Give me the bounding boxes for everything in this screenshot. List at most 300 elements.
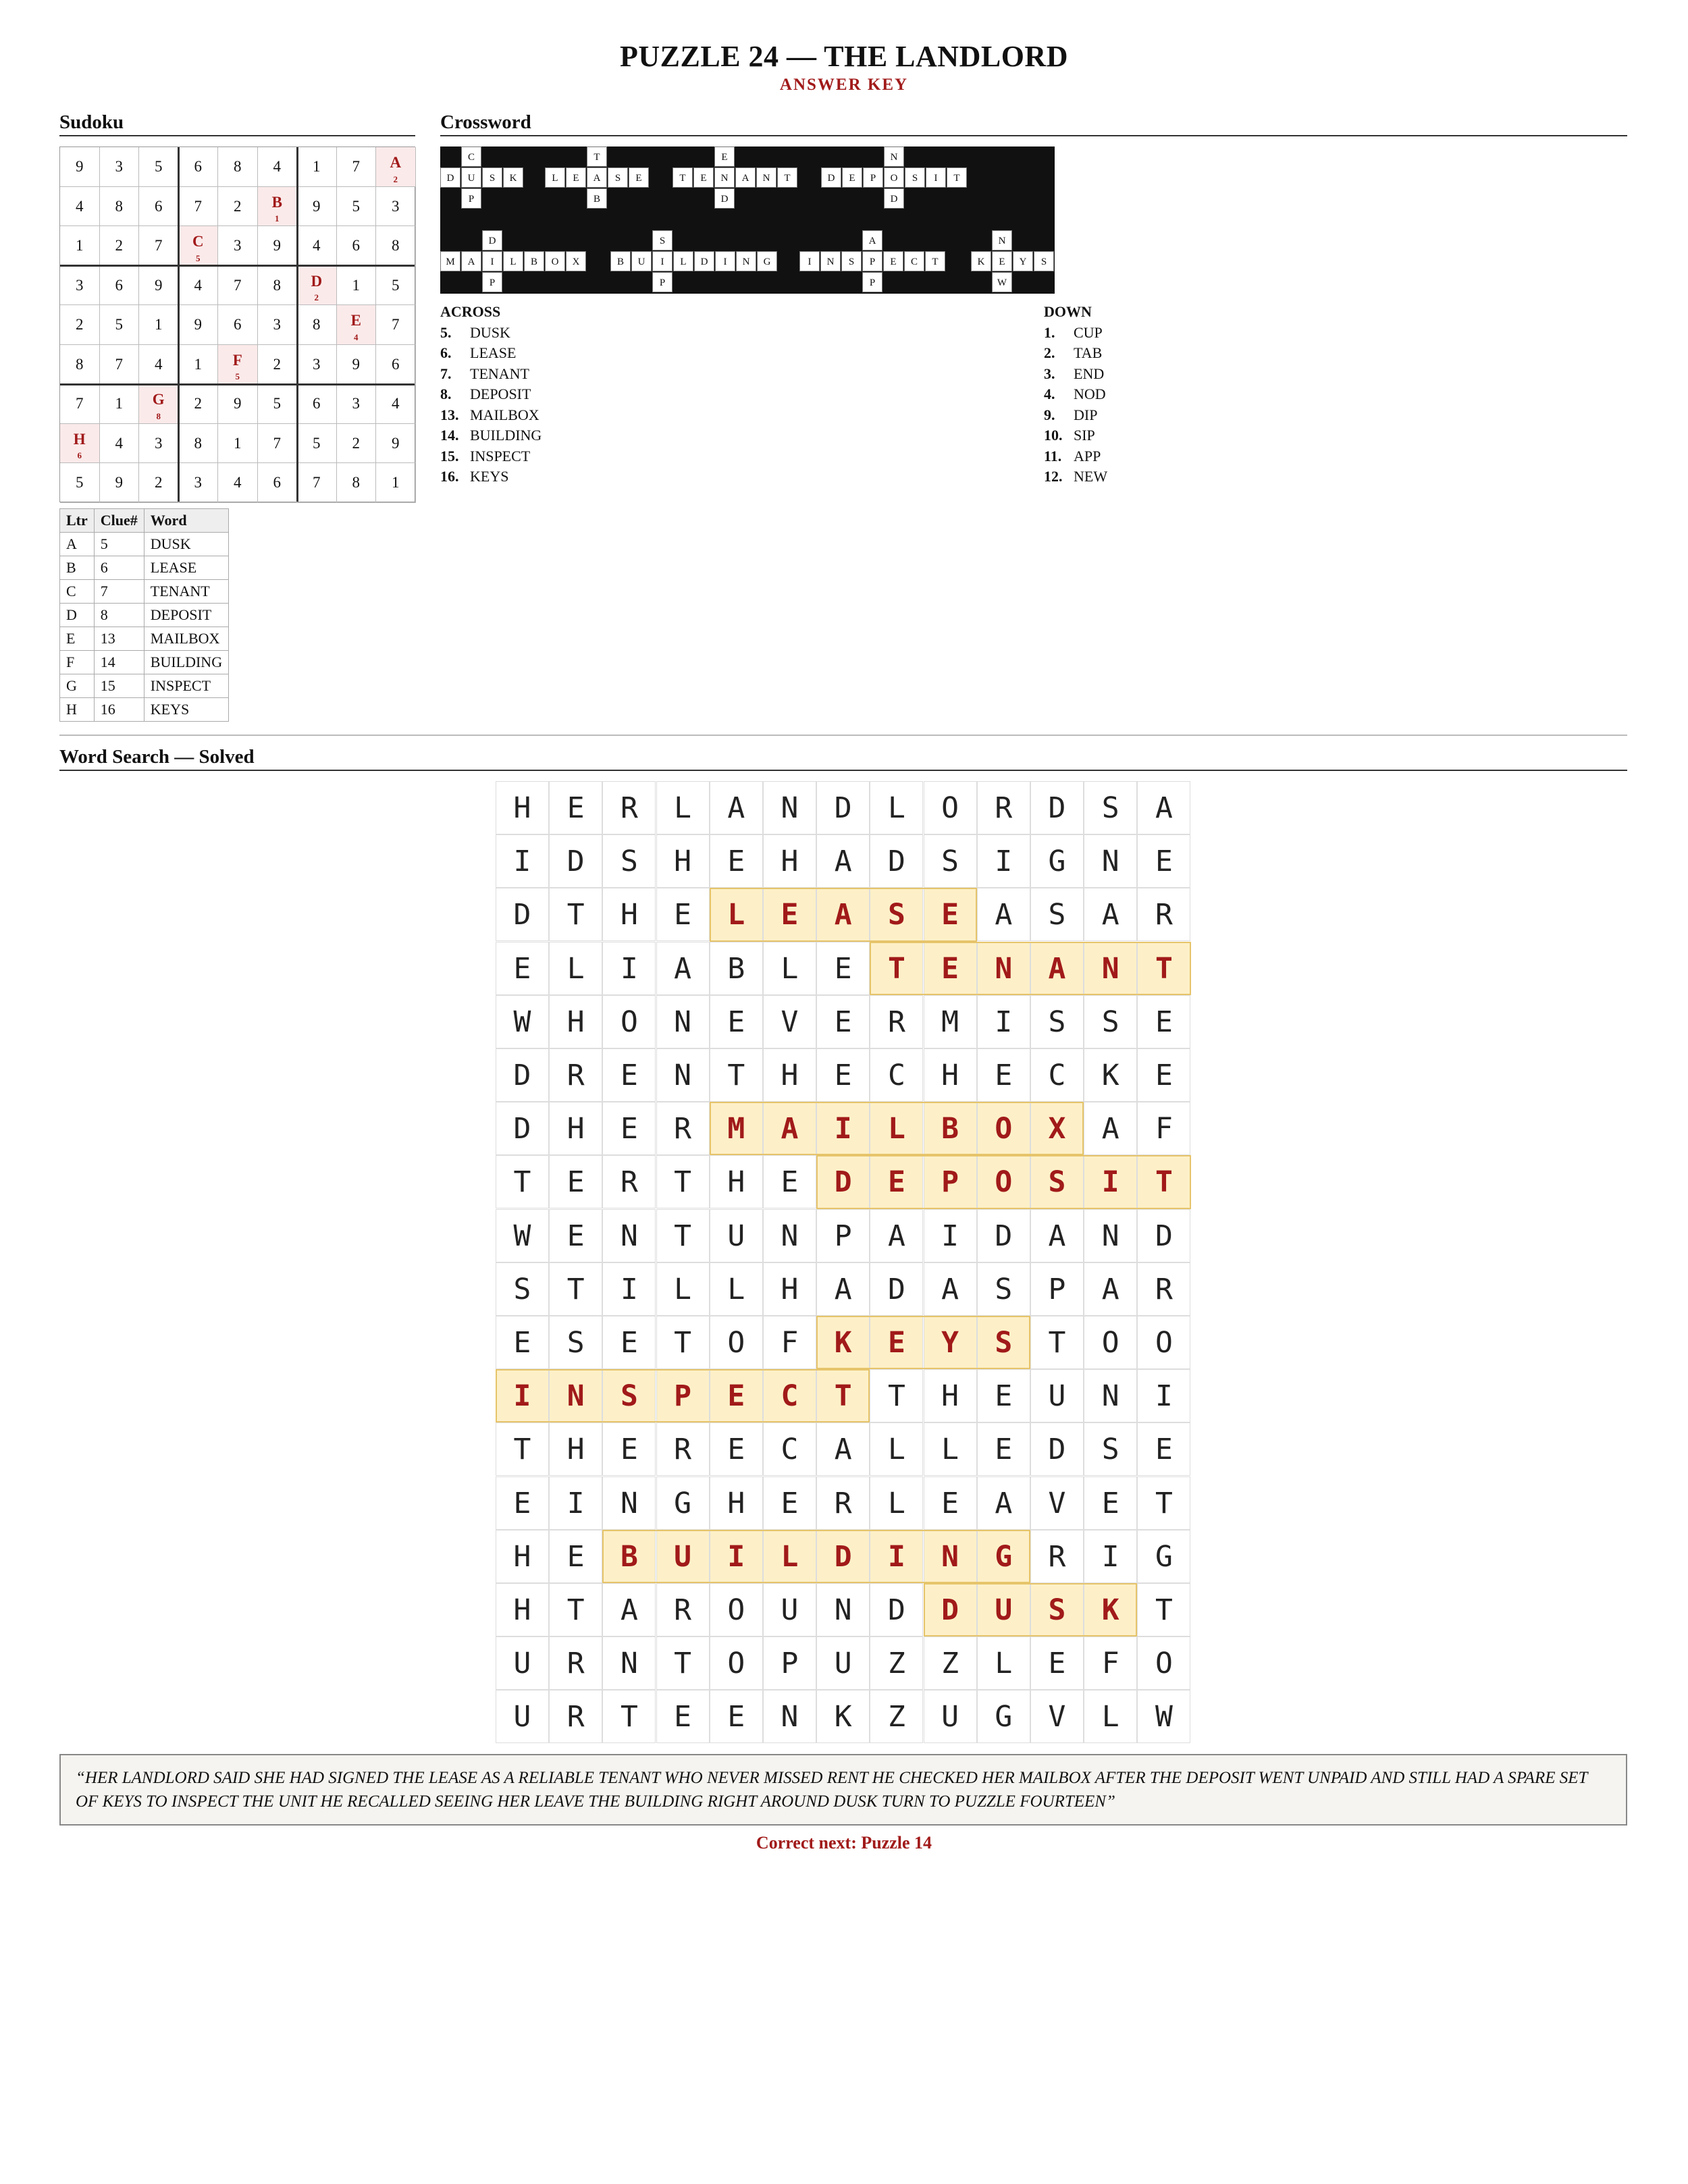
word-search-letter: E xyxy=(816,995,870,1048)
word-search-letter: R xyxy=(977,781,1030,834)
sudoku-cell: 5 xyxy=(337,187,377,227)
clue-number: 6. xyxy=(440,344,452,361)
key-table-cell: TENANT xyxy=(144,580,228,604)
sudoku-cell: 3 xyxy=(60,266,100,306)
sudoku-cell: 3 xyxy=(337,384,377,424)
word-search-letter: U xyxy=(816,1636,870,1690)
word-search-found-letter: U xyxy=(656,1530,710,1583)
crossword-cell: Y xyxy=(1013,251,1033,271)
word-search-found-letter: I xyxy=(870,1530,923,1583)
crossword-cell: P xyxy=(862,251,882,271)
word-search-letter: D xyxy=(496,888,549,941)
word-search-letter: L xyxy=(656,781,710,834)
word-search-found-letter: I xyxy=(1084,1155,1137,1208)
clue-number: 1. xyxy=(1044,323,1055,341)
crossword-cell: A xyxy=(735,167,756,188)
clue-number: 9. xyxy=(1044,406,1055,423)
crossword-cell: I xyxy=(652,251,672,271)
sudoku-given-digit: 5 xyxy=(235,371,240,381)
sudoku-cell: 2 xyxy=(337,424,377,464)
crossword-heading-text: Crossword xyxy=(440,111,531,133)
sudoku-cell: 5 xyxy=(376,266,416,306)
crossword-cell: L xyxy=(503,251,523,271)
word-search-letter: R xyxy=(816,1476,870,1530)
sudoku-cell: 3 xyxy=(218,226,258,266)
clue-answer: NOD xyxy=(1074,385,1106,402)
word-search-letter: E xyxy=(710,834,763,888)
sudoku-cell: 7 xyxy=(376,305,416,345)
word-search-letter: E xyxy=(1084,1476,1137,1530)
crossword-cell: B xyxy=(587,188,607,209)
word-search-letter: E xyxy=(763,1155,816,1208)
word-search-letter: T xyxy=(496,1422,549,1476)
sudoku-cell: 4 xyxy=(376,384,416,424)
crossword-cell: T xyxy=(672,167,693,188)
clue-answer: DUSK xyxy=(470,323,510,341)
key-table-cell: G xyxy=(60,674,95,698)
key-table-cell: 13 xyxy=(94,627,144,651)
sudoku-cell: 9 xyxy=(139,266,179,306)
crossword-cell: D xyxy=(440,167,460,188)
word-search-letter: O xyxy=(1137,1636,1190,1690)
clue-number: 2. xyxy=(1044,344,1055,361)
word-search-letter: T xyxy=(496,1155,549,1208)
word-search-found-letter: S xyxy=(977,1316,1030,1369)
clue-number: 10. xyxy=(1044,427,1063,444)
crossword-cell: X xyxy=(566,251,586,271)
key-table-cell: 15 xyxy=(94,674,144,698)
key-table-row xyxy=(60,533,229,556)
word-search-letter: O xyxy=(1137,1316,1190,1369)
crossword-cell: S xyxy=(608,167,628,188)
sudoku-given-digit: 5 xyxy=(196,252,201,263)
word-search-letter: E xyxy=(602,1048,656,1102)
sudoku-cell: 4 xyxy=(100,424,140,464)
word-search-found-letter: N xyxy=(549,1369,602,1422)
word-search-found-letter: I xyxy=(710,1530,763,1583)
word-search-letter: E xyxy=(496,1476,549,1530)
crossword-cell: O xyxy=(884,167,904,188)
crossword-cell: U xyxy=(631,251,652,271)
across-clue xyxy=(440,364,542,385)
key-table-header-cell: Clue# xyxy=(94,509,144,533)
word-search-letter: D xyxy=(1030,781,1084,834)
key-table-cell: KEYS xyxy=(144,698,228,722)
word-search-found-letter: Y xyxy=(924,1316,977,1369)
word-search-found-letter: D xyxy=(816,1155,870,1208)
word-search-letter: E xyxy=(710,1690,763,1743)
crossword-cell: N xyxy=(992,230,1012,250)
word-search-letter: F xyxy=(1084,1636,1137,1690)
key-table-cell: DEPOSIT xyxy=(144,604,228,627)
word-search-found-letter: S xyxy=(1030,1583,1084,1636)
key-table-cell: 6 xyxy=(94,556,144,580)
word-search-letter: E xyxy=(1137,995,1190,1048)
word-search-letter: I xyxy=(1137,1369,1190,1422)
sudoku-given-cell: H 6 xyxy=(60,424,100,464)
word-search-letter: U xyxy=(763,1583,816,1636)
sudoku-cell: 1 xyxy=(139,305,179,345)
key-table-cell: 8 xyxy=(94,604,144,627)
word-search-letter: P xyxy=(816,1209,870,1262)
word-search-found-letter: K xyxy=(816,1316,870,1369)
clue-answer: SIP xyxy=(1074,427,1095,444)
sudoku-cell: 8 xyxy=(100,187,140,227)
crossword-cell: N xyxy=(736,251,756,271)
word-search-letter: E xyxy=(602,1316,656,1369)
sudoku-heading-text: Sudoku xyxy=(59,111,124,133)
word-search-letter: L xyxy=(656,1262,710,1316)
word-search-letter: P xyxy=(1030,1262,1084,1316)
sudoku-cell: 9 xyxy=(100,463,140,503)
key-table-cell: E xyxy=(60,627,95,651)
crossword-cell: D xyxy=(694,251,714,271)
word-search-letter: T xyxy=(656,1209,710,1262)
word-search-letter: E xyxy=(977,1369,1030,1422)
down-clue xyxy=(1044,364,1107,385)
sudoku-cell: 2 xyxy=(218,187,258,227)
sudoku-given-digit: 1 xyxy=(275,213,280,223)
word-search-letter: R xyxy=(656,1422,710,1476)
across-clue xyxy=(440,425,542,446)
sudoku-cell: 9 xyxy=(297,187,337,227)
sudoku-cell: 8 xyxy=(218,147,258,187)
word-search-letter: E xyxy=(549,1155,602,1208)
sudoku-cell: 7 xyxy=(297,463,337,503)
word-search-letter: E xyxy=(977,1422,1030,1476)
word-search-letter: I xyxy=(977,995,1030,1048)
word-search-letter: R xyxy=(1030,1530,1084,1583)
clue-answer: NEW xyxy=(1074,468,1108,485)
word-search-letter: O xyxy=(710,1636,763,1690)
clue-answer: KEYS xyxy=(470,468,509,485)
sudoku-cell: 6 xyxy=(297,384,337,424)
word-search-letter: N xyxy=(602,1476,656,1530)
sudoku-cell: 8 xyxy=(297,305,337,345)
key-table-cell: A xyxy=(60,533,95,556)
word-search-letter: S xyxy=(602,834,656,888)
word-search-letter: E xyxy=(602,1102,656,1155)
crossword-cell: N xyxy=(756,167,776,188)
crossword-cell: N xyxy=(714,167,735,188)
word-search-found-letter: K xyxy=(1084,1583,1137,1636)
clue-number: 3. xyxy=(1044,365,1055,382)
word-search-letter: H xyxy=(496,1583,549,1636)
sudoku-cell: 5 xyxy=(297,424,337,464)
wordsearch-heading xyxy=(59,746,1627,771)
word-search-letter: N xyxy=(1084,1209,1137,1262)
word-search-found-letter: N xyxy=(924,1530,977,1583)
sudoku-given-cell: A 2 xyxy=(376,147,416,187)
crossword-cell: U xyxy=(461,167,481,188)
word-search-letter: U xyxy=(710,1209,763,1262)
sudoku-cell: 9 xyxy=(179,305,219,345)
crossword-cell: S xyxy=(841,251,862,271)
sudoku-cell: 9 xyxy=(218,384,258,424)
crossword-cell: D xyxy=(821,167,841,188)
word-search-letter: E xyxy=(1137,834,1190,888)
word-search-letter: L xyxy=(870,1422,923,1476)
word-search-letter: W xyxy=(1137,1690,1190,1743)
word-search-found-letter: P xyxy=(656,1369,710,1422)
sudoku-cell: 8 xyxy=(60,345,100,385)
word-search-letter: I xyxy=(496,834,549,888)
word-search-found-letter: E xyxy=(763,888,816,941)
word-search-letter: W xyxy=(496,995,549,1048)
key-table-cell: MAILBOX xyxy=(144,627,228,651)
crossword-cell: P xyxy=(862,272,882,292)
key-table-header xyxy=(60,509,229,533)
sudoku-cell: 9 xyxy=(376,424,416,464)
word-search-letter: E xyxy=(549,1209,602,1262)
word-search-letter: T xyxy=(549,1262,602,1316)
crossword-cell: A xyxy=(587,167,607,188)
key-table-cell: H xyxy=(60,698,95,722)
crossword-cell: E xyxy=(992,251,1012,271)
down-clue xyxy=(1044,467,1107,487)
word-search-found-letter: U xyxy=(977,1583,1030,1636)
sudoku-cell: 3 xyxy=(139,424,179,464)
crossword-cell: T xyxy=(587,147,607,167)
sudoku-given-cell: D 2 xyxy=(297,266,337,306)
word-search-letter: L xyxy=(1084,1690,1137,1743)
word-search-letter: G xyxy=(977,1690,1030,1743)
letter-key-table xyxy=(59,508,229,722)
word-search-found-letter: T xyxy=(1137,1155,1190,1208)
word-search-letter: T xyxy=(1137,1583,1190,1636)
key-table-cell: BUILDING xyxy=(144,651,228,674)
sudoku-given-cell: G 8 xyxy=(139,384,179,424)
word-search-letter: T xyxy=(656,1155,710,1208)
word-search-letter: E xyxy=(816,1048,870,1102)
crossword-cell: I xyxy=(715,251,735,271)
word-search-letter: A xyxy=(1137,781,1190,834)
word-search-letter: D xyxy=(1030,1422,1084,1476)
crossword-cell: K xyxy=(503,167,523,188)
sudoku-cell: 5 xyxy=(60,463,100,503)
word-search-letter: L xyxy=(870,781,923,834)
clue-answer: APP xyxy=(1074,447,1101,464)
crossword-cell: D xyxy=(714,188,735,209)
sudoku-given-digit: 8 xyxy=(156,410,161,421)
word-search-letter: E xyxy=(496,942,549,995)
crossword-cell: S xyxy=(482,167,502,188)
word-search-letter: E xyxy=(710,995,763,1048)
word-search-found-letter: P xyxy=(924,1155,977,1208)
clue-number: 4. xyxy=(1044,385,1055,402)
key-table-cell: 5 xyxy=(94,533,144,556)
word-search-letter: F xyxy=(1137,1102,1190,1155)
sudoku-cell: 1 xyxy=(100,384,140,424)
word-search-found-letter: E xyxy=(710,1369,763,1422)
crossword-cell: E xyxy=(693,167,714,188)
sudoku-given-cell: F 5 xyxy=(218,345,258,385)
word-search-letter: Z xyxy=(870,1636,923,1690)
key-table-row xyxy=(60,651,229,674)
word-search-letter: E xyxy=(1137,1048,1190,1102)
key-table-row xyxy=(60,556,229,580)
sudoku-cell: 9 xyxy=(258,226,298,266)
word-search-letter: A xyxy=(870,1209,923,1262)
key-table-cell: F xyxy=(60,651,95,674)
word-search-letter: N xyxy=(602,1636,656,1690)
crossword-cell: I xyxy=(482,251,502,271)
word-search-found-letter: S xyxy=(1030,1155,1084,1208)
sudoku-cell: 1 xyxy=(218,424,258,464)
word-search-letter: H xyxy=(710,1476,763,1530)
crossword-cell: B xyxy=(524,251,544,271)
word-search-letter: F xyxy=(763,1316,816,1369)
word-search-letter: N xyxy=(763,781,816,834)
word-search-letter: A xyxy=(656,942,710,995)
clue-number: 14. xyxy=(440,427,459,444)
word-search-found-letter: I xyxy=(816,1102,870,1155)
down-list xyxy=(1044,323,1107,487)
word-search-letter: P xyxy=(763,1636,816,1690)
crossword-cell: P xyxy=(863,167,883,188)
across-clue xyxy=(440,384,542,405)
sudoku-cell: 4 xyxy=(139,345,179,385)
word-search-letter: R xyxy=(656,1583,710,1636)
wordsearch-heading-text: Word Search — Solved xyxy=(59,746,255,768)
word-search-letter: T xyxy=(602,1690,656,1743)
sudoku-cell: 2 xyxy=(60,305,100,345)
word-search-letter: L xyxy=(710,1262,763,1316)
sudoku-cell: 1 xyxy=(297,147,337,187)
key-table-row xyxy=(60,698,229,722)
word-search-letter: A xyxy=(602,1583,656,1636)
word-search-letter: I xyxy=(602,942,656,995)
crossword-cell: T xyxy=(777,167,797,188)
clue-number: 12. xyxy=(1044,468,1063,485)
sudoku-cell: 1 xyxy=(337,266,377,306)
word-search-letter: A xyxy=(1030,1209,1084,1262)
crossword-cell: P xyxy=(482,272,502,292)
crossword-cell: M xyxy=(440,251,460,271)
crossword-cell: B xyxy=(610,251,631,271)
sudoku-heading xyxy=(59,111,415,136)
word-search-letter: R xyxy=(1137,888,1190,941)
sudoku-cell: 6 xyxy=(218,305,258,345)
clue-answer: TENANT xyxy=(470,365,529,382)
word-search-letter: D xyxy=(977,1209,1030,1262)
word-search-letter: V xyxy=(1030,1476,1084,1530)
key-table-cell: B xyxy=(60,556,95,580)
across-clue xyxy=(440,323,542,344)
page-subtitle: ANSWER KEY xyxy=(779,76,909,94)
word-search-letter: T xyxy=(656,1316,710,1369)
across-clue xyxy=(440,467,542,487)
sudoku-box-line-vertical xyxy=(178,147,180,502)
crossword-cell: A xyxy=(862,230,882,250)
clue-answer: END xyxy=(1074,365,1105,382)
sudoku-grid xyxy=(59,147,415,502)
key-table-cell: 16 xyxy=(94,698,144,722)
word-search-letter: W xyxy=(496,1209,549,1262)
word-search-letter: S xyxy=(496,1262,549,1316)
word-search-found-letter: G xyxy=(977,1530,1030,1583)
word-search-letter: Z xyxy=(924,1636,977,1690)
word-search-letter: S xyxy=(1084,781,1137,834)
crossword-cell: I xyxy=(799,251,820,271)
word-search-letter: K xyxy=(1084,1048,1137,1102)
key-table-header-cell: Ltr xyxy=(60,509,95,533)
sudoku-cell: 6 xyxy=(376,345,416,385)
word-search-letter: E xyxy=(763,1476,816,1530)
sudoku-given-cell: E 4 xyxy=(337,305,377,345)
sudoku-cell: 5 xyxy=(139,147,179,187)
word-search-found-letter: O xyxy=(977,1102,1030,1155)
sudoku-cell: 7 xyxy=(337,147,377,187)
word-search-letter: N xyxy=(763,1209,816,1262)
crossword-cell: K xyxy=(971,251,991,271)
word-search-letter: R xyxy=(549,1636,602,1690)
key-table-cell: DUSK xyxy=(144,533,228,556)
word-search-letter: I xyxy=(1084,1530,1137,1583)
word-search-found-letter: X xyxy=(1030,1102,1084,1155)
next-puzzle-note: Correct next: Puzzle 14 xyxy=(756,1833,932,1853)
key-table-cell: INSPECT xyxy=(144,674,228,698)
word-search-letter: I xyxy=(549,1476,602,1530)
word-search-letter: A xyxy=(816,1422,870,1476)
crossword-cell: E xyxy=(714,147,735,167)
down-heading: DOWN xyxy=(1044,303,1092,320)
word-search-letter: E xyxy=(977,1048,1030,1102)
word-search-letter: E xyxy=(924,1476,977,1530)
word-search-letter: C xyxy=(870,1048,923,1102)
word-search-letter: K xyxy=(816,1690,870,1743)
crossword-cell: T xyxy=(925,251,945,271)
word-search-letter: E xyxy=(1030,1636,1084,1690)
word-search-letter: H xyxy=(763,834,816,888)
word-search-found-letter: S xyxy=(602,1369,656,1422)
word-search-letter: A xyxy=(816,1262,870,1316)
word-search-found-letter: N xyxy=(977,942,1030,995)
sudoku-cell: 2 xyxy=(179,384,219,424)
word-search-letter: G xyxy=(1137,1530,1190,1583)
solution-quote: “HER LANDLORD SAID SHE HAD SIGNED THE LEASE AS A RELIABLE TENANT WHO NEVER MISSED RENT HE CHECKED HER MAILBOX AFTER THE DEPOSIT WENT UNPAID AND STILL HAD A SPARE SET OF KEYS TO INSPECT THE UNIT HE RECALLED SEEING HER LEAVE THE BUILDING RIGHT AROUND DUSK TURN TO PUZZLE FOURTEEN” xyxy=(59,1754,1627,1826)
word-search-letter: T xyxy=(549,888,602,941)
word-search-found-letter: A xyxy=(816,888,870,941)
sudoku-cell: 8 xyxy=(376,226,416,266)
sudoku-cell: 1 xyxy=(179,345,219,385)
word-search-letter: S xyxy=(549,1316,602,1369)
word-search-found-letter: L xyxy=(870,1102,923,1155)
crossword-cell: S xyxy=(652,230,672,250)
clue-number: 15. xyxy=(440,447,459,464)
sudoku-box-line-vertical xyxy=(296,147,298,502)
word-search-letter: S xyxy=(924,834,977,888)
word-search-letter: R xyxy=(549,1048,602,1102)
word-search-letter: O xyxy=(710,1583,763,1636)
word-search-letter: A xyxy=(1084,888,1137,941)
word-search-letter: I xyxy=(924,1209,977,1262)
word-search-letter: E xyxy=(710,1422,763,1476)
word-search-letter: H xyxy=(924,1369,977,1422)
word-search-letter: N xyxy=(656,995,710,1048)
word-search-letter: E xyxy=(549,781,602,834)
word-search-found-letter: B xyxy=(924,1102,977,1155)
sudoku-cell: 5 xyxy=(100,305,140,345)
word-search-found-letter: I xyxy=(496,1369,549,1422)
sudoku-cell: 1 xyxy=(376,463,416,503)
word-search-letter: D xyxy=(549,834,602,888)
across-heading: ACROSS xyxy=(440,303,501,320)
crossword-cell: P xyxy=(461,188,481,209)
word-search-letter: H xyxy=(496,1530,549,1583)
word-search-letter: I xyxy=(977,834,1030,888)
word-search-found-letter: L xyxy=(763,1530,816,1583)
